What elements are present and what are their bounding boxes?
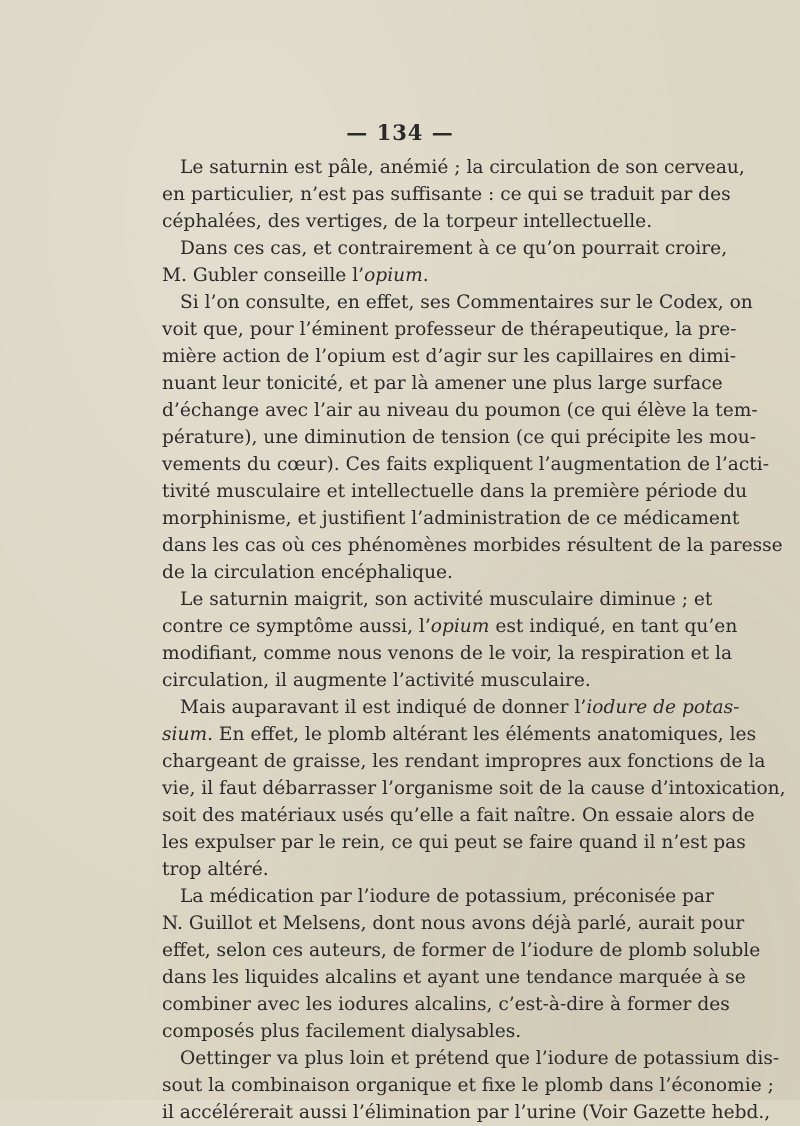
text-line: les expulser par le rein, ce qui peut se faire quand il n’est pas [162, 832, 746, 853]
text-run: M. Gubler conseille l’ [162, 265, 365, 286]
text-line: sout la combinaison organique et fixe le plomb dans l’économie ; [162, 1075, 774, 1096]
text-line: Le saturnin est pâle, anémié ; la circulation de son cerveau, [180, 157, 745, 178]
text-line: modifiant, comme nous venons de le voir, la respiration et la [162, 643, 733, 664]
text-line: combiner avec les iodures alcalins, c’est-à-dire à former des [162, 994, 730, 1015]
text-line: composés plus facilement dialysables. [162, 1021, 522, 1042]
text-line: Le saturnin maigrit, son activité musculaire diminue ; et [180, 589, 713, 610]
text-line [162, 694, 740, 721]
italic-text: opium [364, 265, 423, 286]
italic-text: iodure de potas- [586, 697, 740, 718]
text-line: soit des matériaux usés qu’elle a fait naître. On essaie alors de [162, 805, 755, 826]
text-line: il accélérerait aussi l’élimination par l’urine (Voir Gazette hebd., [162, 1102, 771, 1123]
text-line: dans les cas où ces phénomènes morbides résultent de la paresse [162, 535, 783, 556]
text-line: pérature), une diminution de tension (ce qui précipite les mou- [162, 427, 757, 448]
text-line: mière action de l’opium est d’agir sur les capillaires en dimi- [162, 346, 737, 367]
text-line: tivité musculaire et intellectuelle dans la première période du [162, 481, 748, 502]
body-text [162, 154, 786, 1126]
text-run: est indiqué, en tant qu’en [489, 616, 738, 637]
text-line: morphinisme, et justifient l’administration de ce médicament [162, 508, 740, 529]
text-line: vie, il faut débarrasser l’organisme soit de la cause d’intoxication, [162, 778, 786, 799]
text-run: contre ce symptôme aussi, l’ [162, 616, 431, 637]
text-line: La médication par l’iodure de potassium, préconisée par [180, 886, 714, 907]
text-line [162, 262, 642, 289]
italic-text: opium [430, 616, 490, 637]
text-line: Oettinger va plus loin et prétend que l’iodure de potassium dis- [180, 1048, 780, 1069]
italic-text: sium [162, 724, 208, 745]
text-run: . [422, 265, 429, 286]
text-line [162, 613, 738, 640]
text-line: Si l’on consulte, en effet, ses Commentaires sur le Codex, on [180, 292, 753, 313]
text-line: d’échange avec l’air au niveau du poumon (ce qui élève la tem- [162, 400, 758, 421]
text-line: trop altéré. [162, 859, 269, 880]
text-line: effet, selon ces auteurs, de former de l’iodure de plomb soluble [162, 940, 761, 961]
text-line: céphalées, des vertiges, de la torpeur intellectuelle. [162, 211, 653, 232]
text-line: Dans ces cas, et contrairement à ce qu’on pourrait croire, [180, 238, 728, 259]
text-line: voit que, pour l’éminent professeur de thérapeutique, la pre- [162, 319, 737, 340]
text-line: nuant leur tonicité, et par là amener une plus large surface [162, 373, 723, 394]
text-line: dans les liquides alcalins et ayant une tendance marquée à se [162, 967, 746, 988]
text-line: circulation, il augmente l’activité musculaire. [162, 670, 591, 691]
text-line: en particulier, n’est pas suffisante : ce qui se traduit par des [162, 184, 731, 205]
text-run: . En effet, le plomb altérant les éléments anatomiques, les [207, 724, 757, 745]
text-line: vements du cœur). Ces faits expliquent l’augmentation de l’acti- [162, 454, 769, 475]
text-run: Mais auparavant il est indiqué de donner l’ [180, 697, 587, 718]
text-line: N. Guillot et Melsens, dont nous avons déjà parlé, aurait pour [162, 913, 745, 934]
text-line: chargeant de graisse, les rendant impropres aux fonctions de la [162, 751, 766, 772]
text-line [162, 721, 757, 748]
page-number: — 134 — [346, 120, 454, 145]
text-line: de la circulation encéphalique. [162, 562, 453, 583]
